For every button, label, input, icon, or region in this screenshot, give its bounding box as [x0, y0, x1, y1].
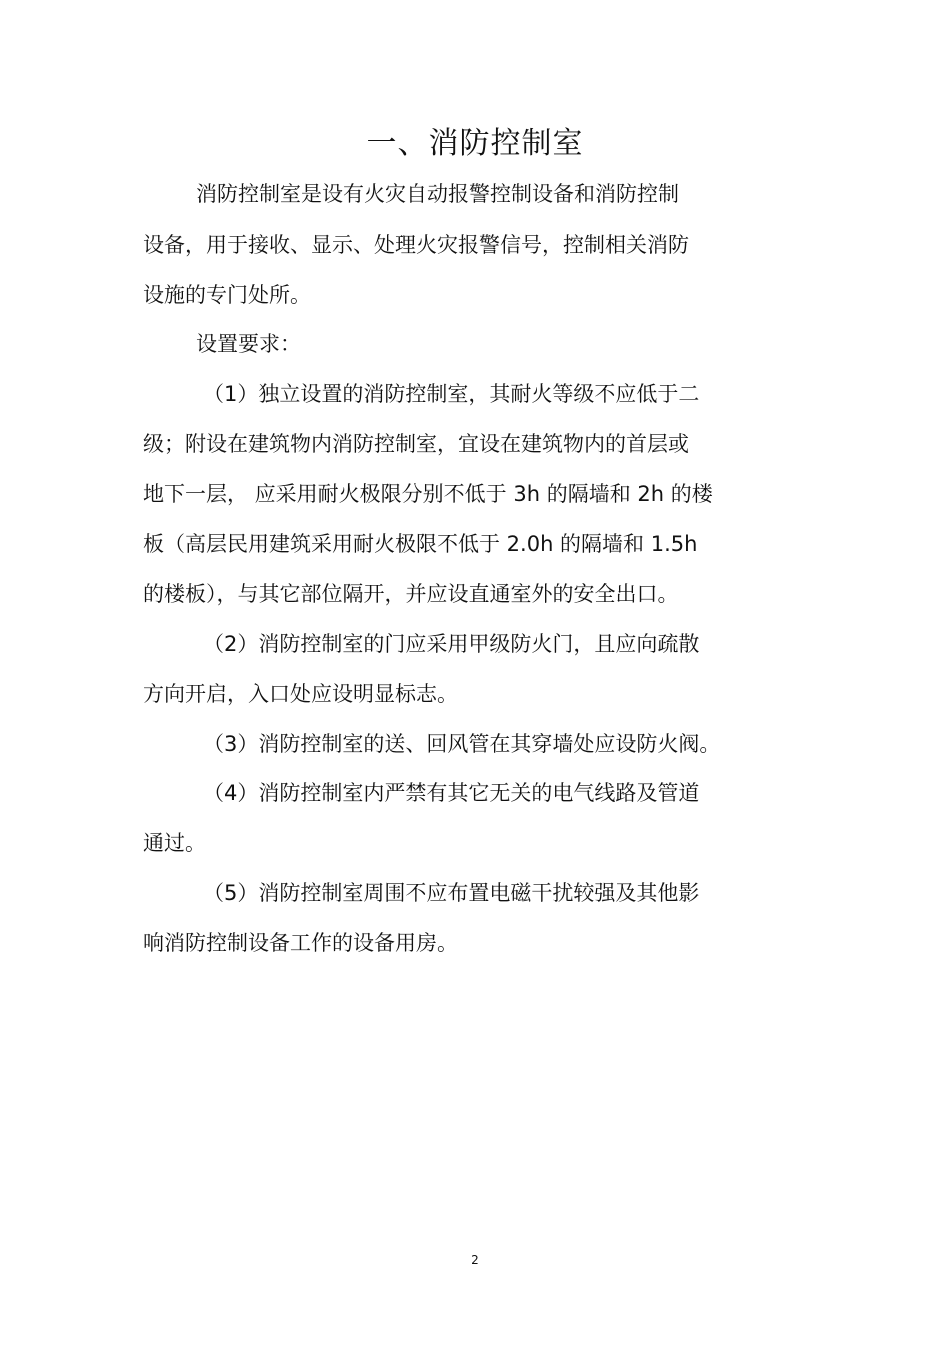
intro-line-1: 消防控制室是设有火灾自动报警控制设备和消防控制 — [196, 182, 679, 206]
item-1-line-3: 地下一层， 应采用耐火极限分别不低于 3h 的隔墙和 2h 的楼 — [143, 482, 713, 506]
item-2-line-2: 方向开启，入口处应设明显标志。 — [143, 682, 458, 706]
item-5-line-2: 响消防控制设备工作的设备用房。 — [143, 931, 458, 955]
item-1-line-5: 的楼板），与其它部位隔开，并应设直通室外的安全出口。 — [143, 582, 679, 606]
requirements-heading: 设置要求： — [196, 332, 301, 356]
item-1-line-2: 级；附设在建筑物内消防控制室，宜设在建筑物内的首层或 — [143, 432, 689, 456]
item-4-line-1: （4）消防控制室内严禁有其它无关的电气线路及管道 — [203, 781, 700, 805]
intro-line-2: 设备，用于接收、显示、处理火灾报警信号，控制相关消防 — [143, 233, 689, 257]
item-4-line-2: 通过。 — [143, 831, 206, 855]
page-number: 2 — [471, 1253, 479, 1267]
item-3-line-1: （3）消防控制室的送、回风管在其穿墙处应设防火阀。 — [203, 732, 721, 756]
intro-line-3: 设施的专门处所。 — [143, 283, 311, 307]
item-1-line-1: （1）独立设置的消防控制室，其耐火等级不应低于二 — [203, 382, 700, 406]
item-1-line-4: 板（高层民用建筑采用耐火极限不低于 2.0h 的隔墙和 1.5h — [143, 532, 698, 556]
item-2-line-1: （2）消防控制室的门应采用甲级防火门，且应向疏散 — [203, 632, 700, 656]
page-title: 一、消防控制室 — [366, 126, 584, 161]
item-5-line-1: （5）消防控制室周围不应布置电磁干扰较强及其他影 — [203, 881, 700, 905]
